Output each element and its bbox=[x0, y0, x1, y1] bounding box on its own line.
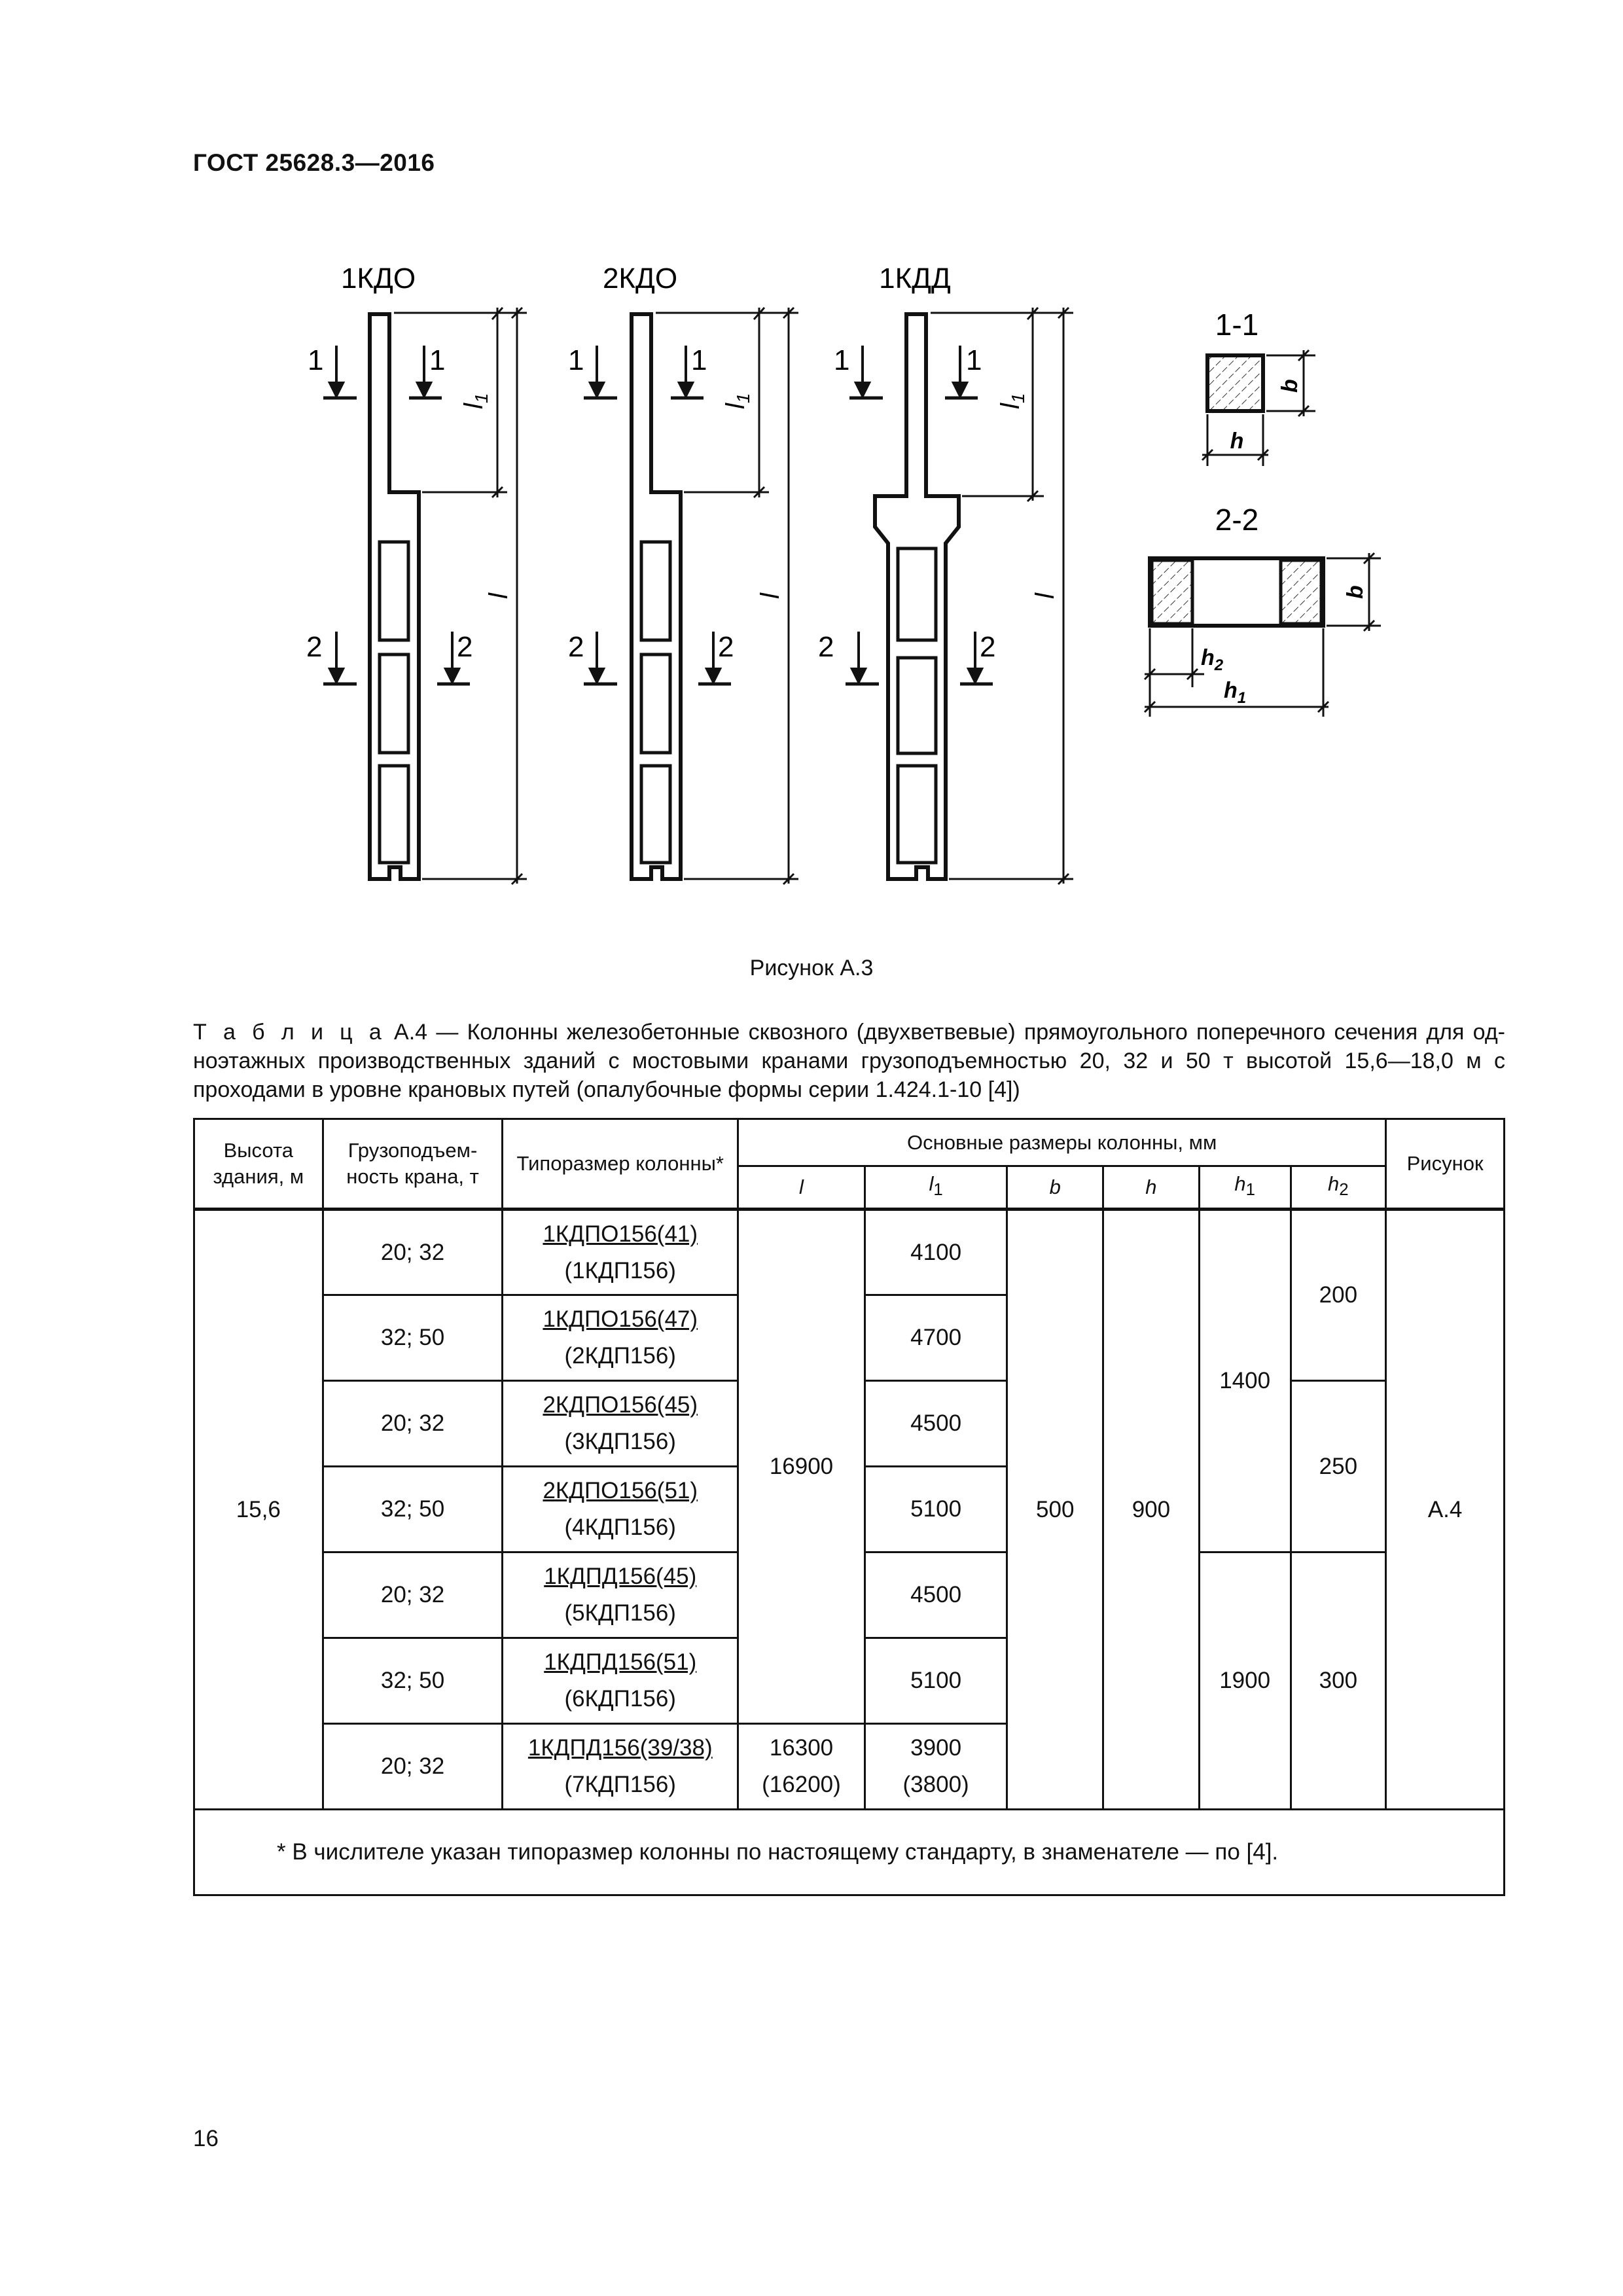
header-crane: Грузоподъем-ность крана, т bbox=[323, 1119, 503, 1210]
dim-l-c2: l bbox=[756, 593, 785, 599]
cell-h: 900 bbox=[1103, 1210, 1200, 1810]
section-2-2-h1: $h_1$ bbox=[1224, 678, 1247, 707]
table-note-row bbox=[194, 1810, 1505, 1895]
mark-2-left-c2: 2 bbox=[568, 631, 584, 663]
cell-crane: 32; 50 bbox=[323, 1467, 503, 1552]
header-type: Типоразмер колонны* bbox=[503, 1119, 738, 1210]
dim-l-c1: l bbox=[484, 593, 513, 599]
header-h2: $h_2$ bbox=[1291, 1166, 1386, 1210]
section-2-2-b: b bbox=[1343, 585, 1368, 599]
mark-1-right-c3: 1 bbox=[966, 344, 982, 376]
header-h1: $h_1$ bbox=[1199, 1166, 1291, 1210]
header-l: l bbox=[738, 1166, 865, 1210]
table-note: * В числителе указан типоразмер колонны по настоящему стандарту, в знаменателе — по [4]. bbox=[194, 1810, 1505, 1895]
header-h: h bbox=[1103, 1166, 1200, 1210]
header-main-dimensions: Основные размеры колонны, мм bbox=[738, 1119, 1386, 1166]
figure-caption: Рисунок А.3 bbox=[749, 956, 874, 980]
cell-l1: 4500 bbox=[865, 1552, 1007, 1638]
section-2-2-title: 2-2 bbox=[1215, 503, 1259, 537]
header-b: b bbox=[1007, 1166, 1103, 1210]
dim-l-c3: l bbox=[1031, 593, 1060, 599]
cell-h2: 300 bbox=[1291, 1552, 1386, 1810]
cell-h1: 1900 bbox=[1199, 1552, 1291, 1810]
column-label-1kdo: 1КДО bbox=[340, 262, 416, 295]
mark-2-right-c2: 2 bbox=[718, 631, 734, 663]
cell-l1: 3900 (3800) bbox=[865, 1724, 1007, 1810]
cell-type: 1КДПД156(51) (6КДП156) bbox=[503, 1638, 738, 1724]
cell-l1: 5100 bbox=[865, 1467, 1007, 1552]
cell-type: 1КДПО156(41) (1КДП156) bbox=[503, 1210, 738, 1295]
cell-h2: 200 bbox=[1291, 1210, 1386, 1381]
mark-1-right-c2: 1 bbox=[691, 344, 707, 376]
column-label-1kdd: 1КДД bbox=[879, 262, 951, 295]
cell-type: 2КДПО156(51) (4КДП156) bbox=[503, 1467, 738, 1552]
cell-l: 16300 (16200) bbox=[738, 1724, 865, 1810]
cell-crane: 20; 32 bbox=[323, 1381, 503, 1467]
mark-2-right-c1: 2 bbox=[457, 631, 473, 663]
dim-l1-c2: $l_1$ bbox=[721, 393, 753, 409]
dim-l1-c3: $l_1$ bbox=[996, 393, 1028, 409]
section-2-2-h2: $h_2$ bbox=[1201, 645, 1224, 674]
section-1-1-h: h bbox=[1230, 429, 1244, 454]
dim-l1-c1: $l_1$ bbox=[459, 393, 491, 409]
cell-height: 15,6 bbox=[194, 1210, 323, 1810]
cell-b: 500 bbox=[1007, 1210, 1103, 1810]
header-l1: $l_1$ bbox=[865, 1166, 1007, 1210]
table-a4 bbox=[193, 1118, 1505, 1896]
cell-l1: 5100 bbox=[865, 1638, 1007, 1724]
cell-type: 1КДПО156(47) (2КДП156) bbox=[503, 1295, 738, 1381]
cell-crane: 20; 32 bbox=[323, 1552, 503, 1638]
header-figure: Рисунок bbox=[1386, 1119, 1505, 1210]
cell-h1: 1400 bbox=[1199, 1210, 1291, 1552]
column-label-2kdo: 2КДО bbox=[602, 262, 678, 295]
mark-1-left-c2: 1 bbox=[568, 344, 584, 376]
cell-l1: 4100 bbox=[865, 1210, 1007, 1295]
section-1-1 bbox=[1202, 308, 1315, 466]
table-row bbox=[194, 1210, 1505, 1295]
cell-type: 1КДПД156(39/38) (7КДП156) bbox=[503, 1724, 738, 1810]
mark-1-left-c1: 1 bbox=[308, 344, 324, 376]
table-caption-text: А.4 — Колонны железобетонные сквозного (двухветвевые) прямоугольного поперечного сечения для од-ноэтажных производственных зданий с мостовыми кранами грузоподъемностью 20, 32 и 50 т высотой 15,6—18,0 м с проходами в уровне крановых путей (опалубочные формы серии 1.424.1-10 [4]) bbox=[193, 1020, 1506, 1102]
table-caption bbox=[193, 1018, 1505, 1104]
document-header: ГОСТ 25628.3—2016 bbox=[193, 149, 435, 176]
cell-crane: 32; 50 bbox=[323, 1295, 503, 1381]
section-1-1-title: 1-1 bbox=[1215, 308, 1259, 342]
page-number: 16 bbox=[193, 2126, 219, 2151]
cell-type: 2КДПО156(45) (3КДП156) bbox=[503, 1381, 738, 1467]
section-1-1-b: b bbox=[1277, 379, 1302, 393]
mark-2-left-c1: 2 bbox=[306, 631, 323, 663]
header-height: Высота здания, м bbox=[194, 1119, 323, 1210]
table-caption-prefix: Т а б л и ц а bbox=[193, 1020, 385, 1045]
mark-1-right-c1: 1 bbox=[429, 344, 446, 376]
cell-h2: 250 bbox=[1291, 1381, 1386, 1552]
cell-figure: А.4 bbox=[1386, 1210, 1505, 1810]
section-2-2 bbox=[1145, 503, 1381, 717]
cell-crane: 20; 32 bbox=[323, 1724, 503, 1810]
cell-l: 16900 bbox=[738, 1210, 865, 1724]
cell-l1: 4500 bbox=[865, 1381, 1007, 1467]
mark-2-right-c3: 2 bbox=[980, 631, 996, 663]
cell-type: 1КДПД156(45) (5КДП156) bbox=[503, 1552, 738, 1638]
mark-1-left-c3: 1 bbox=[834, 344, 850, 376]
cell-crane: 20; 32 bbox=[323, 1210, 503, 1295]
section-arrows bbox=[323, 346, 996, 684]
cell-l1: 4700 bbox=[865, 1295, 1007, 1381]
figure-a3 bbox=[0, 0, 1623, 942]
cell-crane: 32; 50 bbox=[323, 1638, 503, 1724]
mark-2-left-c3: 2 bbox=[818, 631, 834, 663]
